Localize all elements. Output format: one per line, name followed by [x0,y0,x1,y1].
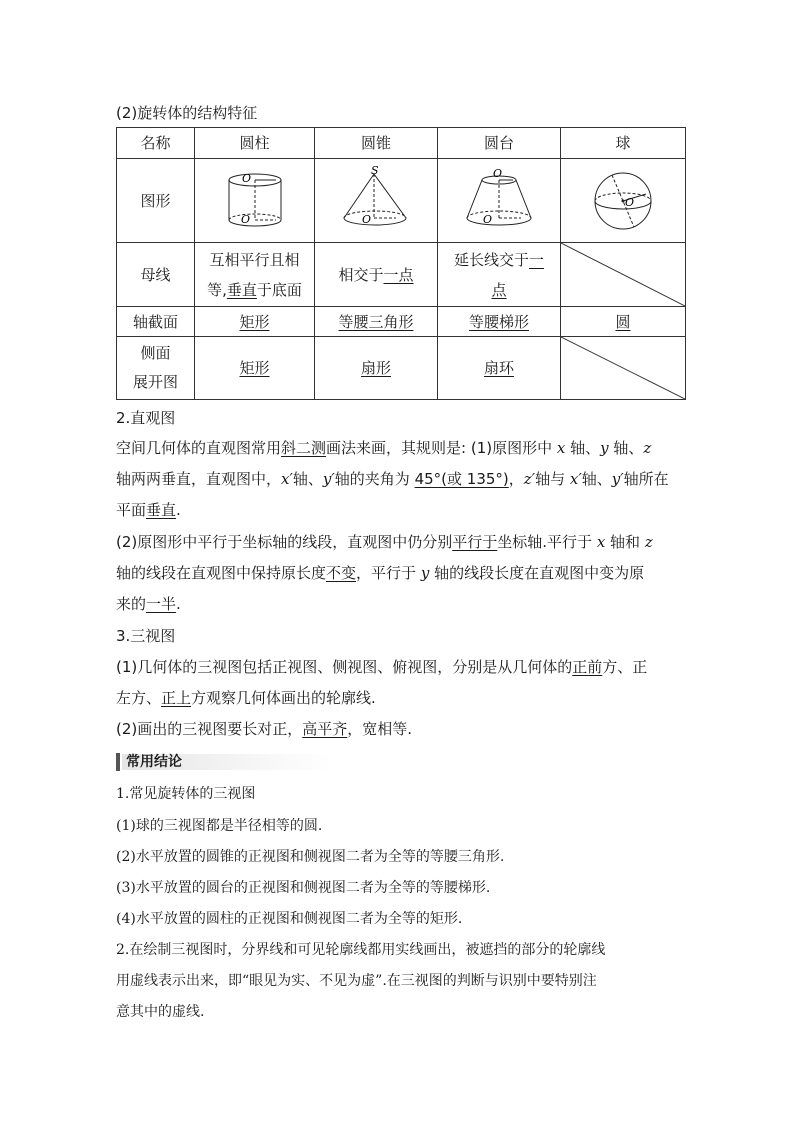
axial-sphere: 圆 [561,307,686,337]
conclusion-line: 2.在绘制三视图时，分界线和可见轮廓线都用实线画出，被遮挡的部分的轮廓线 [116,942,606,958]
paragraph-line: 轴两两垂直，直观图中，x′轴、y′轴的夹角为 45°(或 135°)，z′轴与 x′轴、y′轴所在 [116,470,669,488]
rotation-bodies-table [116,127,686,400]
table-row [117,337,686,400]
conclusion-line: 用虚线表示出来，即“眼见为实、不见为虚”.在三视图的判断与识别中要特别注 [116,973,597,989]
section-title: 2.直观图 [116,409,176,427]
conclusion-line: (4)水平放置的圆柱的正视图和侧视图二者为全等的矩形. [116,911,463,927]
frustum-top-label: O [493,166,503,180]
paragraph-line: 轴的线段在直观图中保持原长度不变，平行于 y 轴的线段长度在直观图中变为原 [116,564,645,582]
sphere-figure [588,166,658,236]
conclusion-line: (3)水平放置的圆台的正视图和侧视图二者为全等的等腰梯形. [116,880,491,896]
lateral-frustum: 扇环 [438,337,561,400]
cone-apex-label: S [371,165,379,177]
row-label: 侧面 展开图 [117,337,195,400]
cone-figure [336,166,416,236]
paragraph-line: (1)几何体的三视图包括正视图、侧视图、俯视图，分别是从几何体的正前方、正 [116,658,648,676]
paragraph-line: 左方、正上方观察几何体画出的轮廓线. [116,689,376,707]
frustum-figure [459,166,539,236]
table-row [117,128,686,159]
conclusion-line: (2)水平放置的圆锥的正视图和侧视图二者为全等的等腰三角形. [116,849,505,865]
conclusion-line: 1.常见旋转体的三视图 [116,786,256,802]
cylinder-figure [220,168,290,234]
cylinder-bottom-label: O [240,212,250,226]
table-row [117,243,686,307]
header-cell: 球 [561,128,686,159]
cylinder-figure-cell [195,159,315,243]
generatrix-frustum: 延长线交于一 点 [438,243,561,307]
common-conclusions-title: 常用结论 [126,754,182,770]
table-row [117,307,686,337]
frustum-bottom-label: O [483,212,493,226]
header-cell: 圆锥 [315,128,438,159]
sphere-figure-cell [561,159,686,243]
frustum-figure-cell [438,159,561,243]
generatrix-cone: 相交于一点 [315,243,438,307]
paragraph-line: (2)画出的三视图要长对正，高平齐，宽相等. [116,720,413,738]
section-title: 3.三视图 [116,627,176,645]
axial-cylinder: 矩形 [195,307,315,337]
empty-diagonal-cell [561,337,686,400]
row-label: 母线 [117,243,195,307]
axial-frustum: 等腰梯形 [438,307,561,337]
cone-base-label: O [362,212,372,226]
table-row [117,159,686,243]
conclusion-line: (1)球的三视图都是半径相等的圆. [116,818,323,834]
lateral-cone: 扇形 [315,337,438,400]
conclusion-line: 意其中的虚线. [116,1004,205,1020]
axial-cone: 等腰三角形 [315,307,438,337]
paragraph-line: (2)原图形中平行于坐标轴的线段，直观图中仍分别平行于坐标轴.平行于 x 轴和 z [116,533,653,551]
generatrix-cylinder: 互相平行且相 等,垂直于底面 [195,243,315,307]
cylinder-top-label: O [241,171,251,185]
row-label: 图形 [117,159,195,243]
sphere-center-label: O [625,195,635,209]
paragraph-line: 空间几何体的直观图常用斜二测画法来画，其规则是: (1)原图形中 x 轴、y 轴、z [116,439,652,457]
common-conclusions-header [116,752,336,772]
empty-diagonal-cell [561,243,686,307]
paragraph-line: 来的一半. [116,595,181,613]
header-cell: 圆台 [438,128,561,159]
header-cell: 名称 [117,128,195,159]
cone-figure-cell [315,159,438,243]
heading-rotation-bodies: (2)旋转体的结构特征 [116,104,258,122]
row-label: 轴截面 [117,307,195,337]
paragraph-line: 平面垂直. [116,501,181,519]
header-cell: 圆柱 [195,128,315,159]
lateral-cylinder: 矩形 [195,337,315,400]
